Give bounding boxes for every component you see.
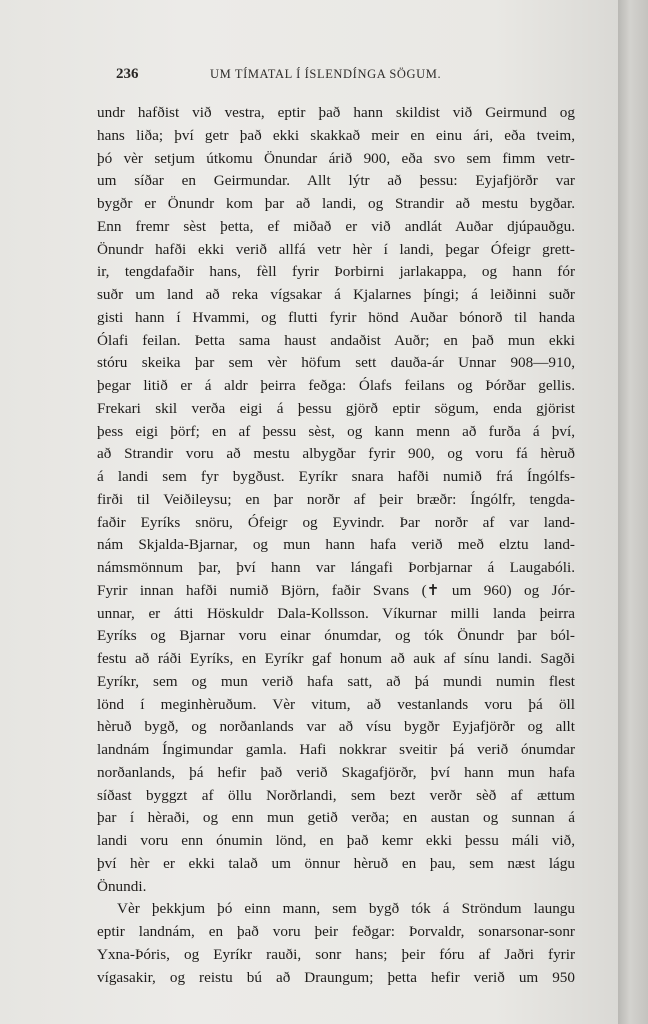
text-line: að Strandir voru að mestu albygðar fyrir 900, og voru fá hèruð: [97, 445, 575, 463]
text-line: nám Skjalda-Bjarnar, og mun hann hafa verið með elztu land-: [97, 536, 575, 554]
text-line: hèruð bygð, og norðanlands var að vísu bygðr Eyjafjörðr og allt: [97, 718, 575, 736]
text-line: vígasakir, og reistu bú að Draungum; þetta hefir verið um 950: [97, 968, 575, 986]
text-line: um síðar en Geirmundar. Allt lýtr að þessu: Eyjafjörðr var: [97, 172, 575, 190]
text-line: á landi sem fyr bygðust. Eyríkr snara hafði numið frá Íngólfs-: [97, 468, 575, 485]
text-line: Eyríkr, sem og mun verið hafa satt, að þá mundi numin flest: [97, 672, 575, 690]
text-line: þó vèr setjum útkomu Önundar árið 900, eða svo sem fimm vetr-: [97, 149, 575, 167]
text-line: landnám Íngimundar gamla. Hafi nokkrar sveitir þá verið ónumdar: [97, 741, 575, 758]
text-line: námsmönnum þar, því hann var lángafi Þorbjarnar á Laugabóli.: [97, 559, 575, 576]
text-line: Yxna-Þóris, og Eyríkr rauði, sonr hans; þeir fóru af Jaðri fyrir: [97, 945, 575, 963]
text-line: þar í hèraði, og enn mun getið verða; en austan og sunnan á: [97, 809, 575, 827]
text-line: firði til Veiðileysu; en þar norðr af þeir bræðr: Íngólfr, tengda-: [97, 490, 575, 508]
text-line: því hèr er ekki talað um önnur hèruð en þau, sem næst lágu: [97, 854, 575, 872]
text-line: Önundi.: [97, 877, 147, 895]
text-line: ir, tengdafaðir hans, fèll fyrir Þorbirni jarlakappa, og hann fór: [97, 263, 575, 281]
text-line: þegar litið er á aldr þeirra feðga: Ólafs feilans og Þórðar gellis.: [97, 377, 575, 394]
text-line: síðast byggzt af öllu Norðrlandi, sem bezt verðr sèð af ættum: [97, 786, 575, 804]
text-line: undr hafðist við vestra, eptir það hann skildist við Geirmund og: [97, 104, 575, 121]
text-line: unnar, er átti Höskuldr Dala-Kollsson. Víkurnar milli landa þeirra: [97, 604, 575, 622]
body-text: [97, 102, 575, 989]
text-line: faðir Eyríks snöru, Ófeigr og Eyvindr. Þar norðr af var land-: [97, 513, 575, 531]
text-line: lönd í meginhèruðum. Vèr vitum, að vestanlands voru þá öll: [97, 695, 575, 713]
text-line: gisti hann í Hvammi, og flutti fyrir hönd Auðar bónorð til handa: [97, 308, 575, 326]
text-line: eptir landnám, en það voru þeir feðgar: Þorvaldr, sonarsonar-sonr: [97, 923, 575, 940]
text-line: suðr um land að reka vígsakar á Kjalarnes þíngi; á leiðinni suðr: [97, 286, 575, 303]
text-line: stóru skeika þar sem vèr höfum sett dauða-ár Unnar 908—910,: [97, 354, 575, 372]
text-line: Enn fremr sèst þetta, ef miðað er við andlát Auðar djúpauðgu.: [97, 217, 575, 235]
text-line: landi voru enn ónumin lönd, en það kemr ekki þessu máli við,: [97, 832, 575, 849]
text-line: Frekari skil verða eigi á þessu gjörð eptir sögum, enda gjörist: [97, 399, 575, 417]
running-head: UM TÍMATAL Í ÍSLENDÍNGA SÖGUM.: [210, 67, 442, 81]
page-number: 236: [116, 66, 139, 82]
page-edge: [618, 0, 648, 1024]
text-line: Fyrir innan hafði numið Björn, faðir Svans (✝ um 960) og Jór-: [97, 581, 575, 599]
text-line: þess eigi þörf; en af þessu sèst, og kann menn að furða á því,: [97, 422, 575, 440]
text-line: Önundr hafði ekki verið allfá vetr hèr í landi, þegar Ófeigr grett-: [97, 240, 575, 258]
text-line: bygðr er Önundr kom þar að landi, og Strandir að mestu bygðar.: [97, 195, 575, 212]
text-line: festu að ráði Eyríks, en Eyríkr gaf honum að auk af sínu landi. Sagði: [97, 650, 575, 667]
text-line: Eyríks og Bjarnar voru einar ónumdar, og tók Önundr þar ból-: [97, 627, 575, 645]
text-line: norðanlands, þá hefir það verið Skagafjörðr, því hann mun hafa: [97, 763, 575, 781]
text-line: Ólafi feilan. Þetta sama haust andaðist Auðr; en það mun ekki: [97, 331, 575, 349]
page-header: [116, 66, 536, 86]
text-line: hans liða; því getr það ekki skakkað meir en einu ári, eða tveim,: [97, 126, 575, 144]
text-line: Vèr þekkjum þó einn mann, sem bygð tók á Ströndum laungu: [117, 900, 575, 918]
